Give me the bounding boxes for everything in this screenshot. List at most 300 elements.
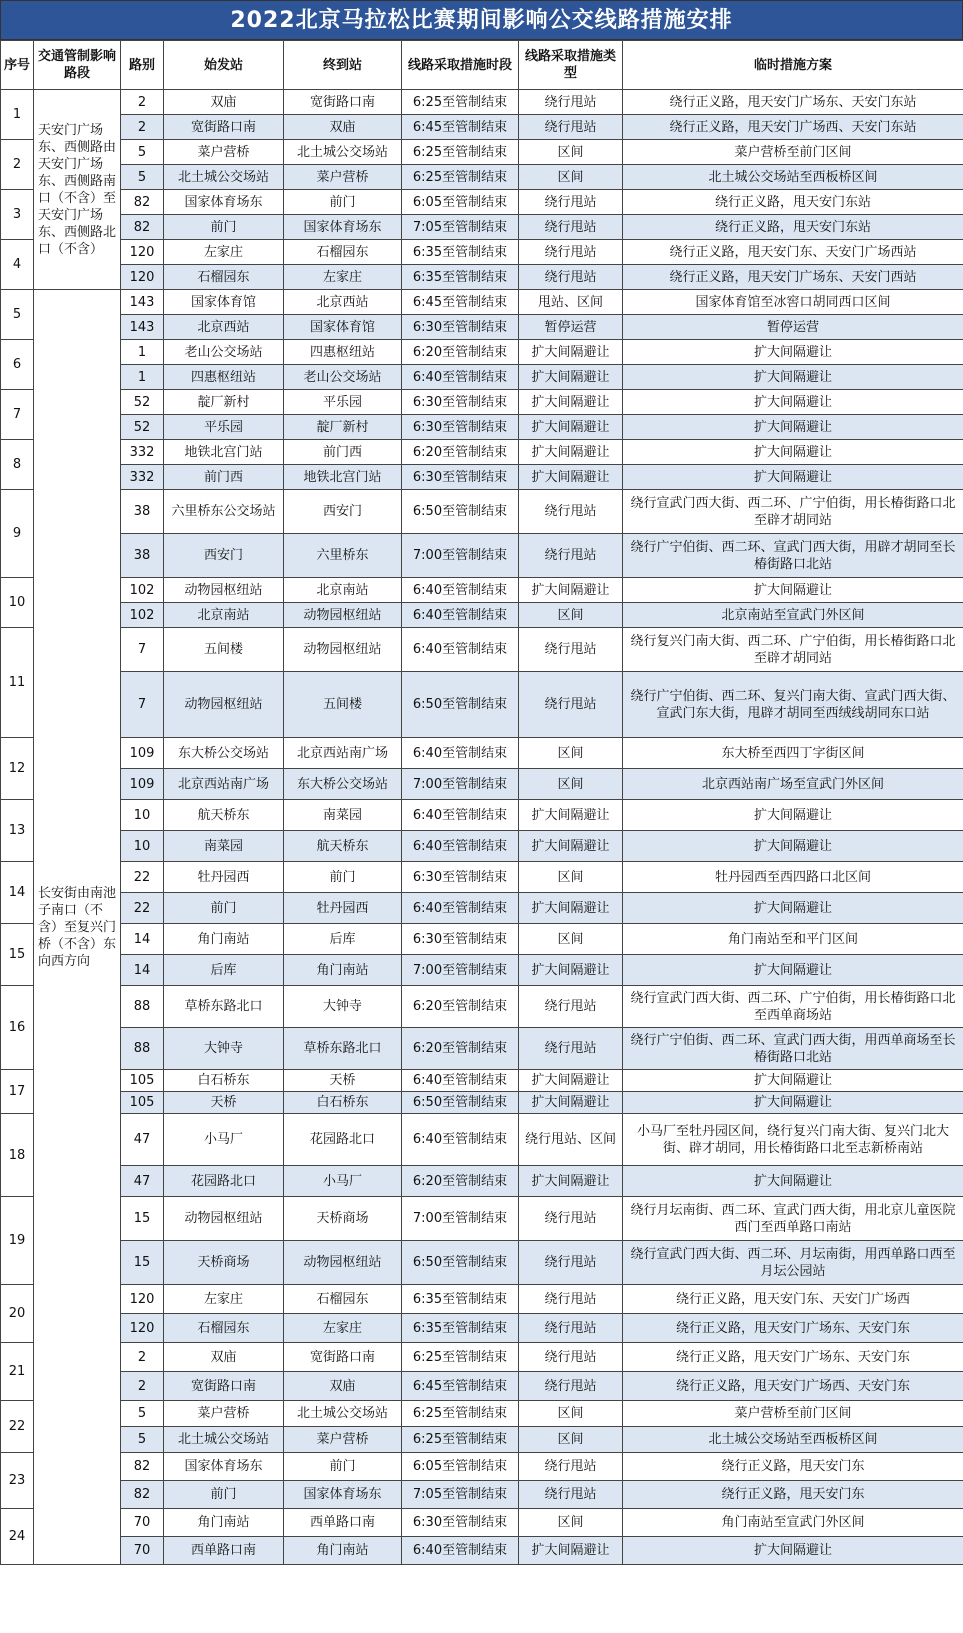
time-cell: 7:00至管制结束 (402, 955, 519, 986)
origin-cell: 老山公交场站 (164, 340, 284, 365)
measure-type-cell: 绕行甩站 (519, 240, 623, 265)
table-row (1, 1453, 963, 1481)
plan-cell: 扩大间隔避让 (623, 800, 963, 831)
measure-type-cell: 绕行甩站 (519, 628, 623, 672)
measure-type-cell: 绕行甩站 (519, 115, 623, 140)
table-row (1, 1070, 963, 1092)
row-number: 10 (1, 578, 34, 628)
time-cell: 6:40至管制结束 (402, 831, 519, 862)
terminal-cell: 小马厂 (284, 1166, 402, 1197)
origin-cell: 宽街路口南 (164, 115, 284, 140)
origin-cell: 草桥东路北口 (164, 986, 284, 1028)
measure-type-cell: 暂停运营 (519, 315, 623, 340)
time-cell: 6:35至管制结束 (402, 1314, 519, 1343)
measure-type-cell: 绕行甩站 (519, 1028, 623, 1070)
route-cell: 120 (121, 1314, 164, 1343)
terminal-cell: 左家庄 (284, 265, 402, 290)
plan-cell: 绕行正义路，甩天安门东、天安门广场西站 (623, 240, 963, 265)
plan-cell: 角门南站至宣武门外区间 (623, 1509, 963, 1537)
plan-cell: 绕行宣武门西大街、西二环、广宁伯街，用长椿街路口北至辟才胡同站 (623, 490, 963, 534)
row-number: 2 (1, 140, 34, 190)
origin-cell: 前门 (164, 215, 284, 240)
table-row (1, 290, 963, 315)
table-row (1, 115, 963, 140)
row-number: 4 (1, 240, 34, 290)
table-row (1, 315, 963, 340)
measure-type-cell: 扩大间隔避让 (519, 440, 623, 465)
origin-cell: 菜户营桥 (164, 140, 284, 165)
route-cell: 102 (121, 603, 164, 628)
origin-cell: 前门 (164, 893, 284, 924)
plan-cell: 菜户营桥至前门区间 (623, 140, 963, 165)
time-cell: 7:00至管制结束 (402, 769, 519, 800)
plan-cell: 北土城公交场站至西板桥区间 (623, 165, 963, 190)
origin-cell: 花园路北口 (164, 1166, 284, 1197)
measure-type-cell: 区间 (519, 140, 623, 165)
origin-cell: 角门南站 (164, 1509, 284, 1537)
time-cell: 6:40至管制结束 (402, 1537, 519, 1565)
route-cell: 5 (121, 140, 164, 165)
row-number: 14 (1, 862, 34, 924)
route-cell: 14 (121, 955, 164, 986)
origin-cell: 西安门 (164, 534, 284, 578)
terminal-cell: 前门 (284, 862, 402, 893)
control-section: 天安门广场东、西侧路由天安门广场东、西侧路南口（不含）至天安门广场东、西侧路北口（不含） (34, 90, 121, 290)
header-section: 交通管制影响路段 (34, 41, 121, 90)
terminal-cell: 动物园枢纽站 (284, 628, 402, 672)
terminal-cell: 六里桥东 (284, 534, 402, 578)
table-row (1, 265, 963, 290)
measure-type-cell: 扩大间隔避让 (519, 578, 623, 603)
origin-cell: 国家体育场东 (164, 1453, 284, 1481)
terminal-cell: 菜户营桥 (284, 165, 402, 190)
table-row (1, 1028, 963, 1070)
route-cell: 52 (121, 415, 164, 440)
route-cell: 120 (121, 240, 164, 265)
route-cell: 332 (121, 440, 164, 465)
table-row (1, 1343, 963, 1372)
origin-cell: 前门西 (164, 465, 284, 490)
route-cell: 2 (121, 90, 164, 115)
table-row (1, 800, 963, 831)
plan-cell: 北京西站南广场至宣武门外区间 (623, 769, 963, 800)
row-number: 18 (1, 1114, 34, 1197)
measure-type-cell: 绕行甩站 (519, 672, 623, 738)
terminal-cell: 靛厂新村 (284, 415, 402, 440)
row-number: 8 (1, 440, 34, 490)
plan-cell: 扩大间隔避让 (623, 578, 963, 603)
origin-cell: 航天桥东 (164, 800, 284, 831)
plan-cell: 暂停运营 (623, 315, 963, 340)
terminal-cell: 国家体育馆 (284, 315, 402, 340)
route-cell: 38 (121, 490, 164, 534)
row-number: 9 (1, 490, 34, 578)
table-row (1, 1114, 963, 1166)
header-plan: 临时措施方案 (623, 41, 963, 90)
route-cell: 109 (121, 738, 164, 769)
time-cell: 7:05至管制结束 (402, 1481, 519, 1509)
measure-type-cell: 绕行甩站 (519, 190, 623, 215)
table-row (1, 628, 963, 672)
measure-type-cell: 区间 (519, 862, 623, 893)
route-cell: 102 (121, 578, 164, 603)
table-row (1, 1372, 963, 1401)
time-cell: 6:20至管制结束 (402, 986, 519, 1028)
terminal-cell: 西安门 (284, 490, 402, 534)
time-cell: 6:50至管制结束 (402, 672, 519, 738)
measure-type-cell: 扩大间隔避让 (519, 340, 623, 365)
plan-cell: 绕行正义路，甩天安门东站 (623, 215, 963, 240)
origin-cell: 天桥商场 (164, 1241, 284, 1285)
table-row (1, 1092, 963, 1114)
plan-cell: 扩大间隔避让 (623, 1166, 963, 1197)
plan-cell: 绕行正义路，甩天安门广场东、天安门西站 (623, 265, 963, 290)
terminal-cell: 菜户营桥 (284, 1427, 402, 1453)
measure-type-cell: 扩大间隔避让 (519, 465, 623, 490)
table-row (1, 1166, 963, 1197)
time-cell: 6:50至管制结束 (402, 490, 519, 534)
terminal-cell: 角门南站 (284, 1537, 402, 1565)
table-row (1, 738, 963, 769)
table-row (1, 893, 963, 924)
time-cell: 7:00至管制结束 (402, 1197, 519, 1241)
plan-cell: 绕行正义路，甩天安门广场东、天安门东 (623, 1314, 963, 1343)
measure-type-cell: 绕行甩站 (519, 1197, 623, 1241)
origin-cell: 六里桥东公交场站 (164, 490, 284, 534)
route-cell: 2 (121, 1372, 164, 1401)
table-row (1, 440, 963, 465)
terminal-cell: 动物园枢纽站 (284, 603, 402, 628)
plan-cell: 扩大间隔避让 (623, 440, 963, 465)
table-row (1, 215, 963, 240)
measure-type-cell: 扩大间隔避让 (519, 800, 623, 831)
plan-cell: 绕行正义路，甩天安门广场东、天安门东 (623, 1343, 963, 1372)
time-cell: 6:35至管制结束 (402, 240, 519, 265)
time-cell: 6:50至管制结束 (402, 1241, 519, 1285)
time-cell: 6:20至管制结束 (402, 340, 519, 365)
table-row (1, 240, 963, 265)
measure-type-cell: 绕行甩站 (519, 534, 623, 578)
route-cell: 22 (121, 862, 164, 893)
origin-cell: 北土城公交场站 (164, 1427, 284, 1453)
terminal-cell: 白石桥东 (284, 1092, 402, 1114)
time-cell: 6:40至管制结束 (402, 738, 519, 769)
route-cell: 143 (121, 290, 164, 315)
table-row (1, 924, 963, 955)
terminal-cell: 草桥东路北口 (284, 1028, 402, 1070)
time-cell: 6:50至管制结束 (402, 1092, 519, 1114)
measure-type-cell: 扩大间隔避让 (519, 893, 623, 924)
route-cell: 47 (121, 1114, 164, 1166)
route-cell: 10 (121, 800, 164, 831)
origin-cell: 动物园枢纽站 (164, 1197, 284, 1241)
route-cell: 82 (121, 190, 164, 215)
measure-type-cell: 绕行甩站 (519, 1314, 623, 1343)
time-cell: 6:40至管制结束 (402, 893, 519, 924)
header-to: 终到站 (284, 41, 402, 90)
route-cell: 105 (121, 1070, 164, 1092)
table-row (1, 190, 963, 215)
measure-type-cell: 绕行甩站 (519, 215, 623, 240)
origin-cell: 白石桥东 (164, 1070, 284, 1092)
measure-type-cell: 区间 (519, 165, 623, 190)
plan-cell: 菜户营桥至前门区间 (623, 1401, 963, 1427)
route-cell: 82 (121, 1481, 164, 1509)
terminal-cell: 动物园枢纽站 (284, 1241, 402, 1285)
header-no: 序号 (1, 41, 34, 90)
table-row (1, 340, 963, 365)
table-row (1, 465, 963, 490)
time-cell: 6:45至管制结束 (402, 1372, 519, 1401)
terminal-cell: 北京西站 (284, 290, 402, 315)
plan-cell: 绕行正义路，甩天安门广场东、天安门东站 (623, 90, 963, 115)
terminal-cell: 五间楼 (284, 672, 402, 738)
plan-cell: 国家体育馆至冰窖口胡同西口区间 (623, 290, 963, 315)
measure-type-cell: 扩大间隔避让 (519, 365, 623, 390)
plan-cell: 绕行广宁伯街、西二环、宣武门西大街，用西单商场至长椿街路口北站 (623, 1028, 963, 1070)
plan-cell: 绕行正义路，甩天安门东站 (623, 190, 963, 215)
row-number: 11 (1, 628, 34, 738)
table-row (1, 1427, 963, 1453)
measure-type-cell: 绕行甩站 (519, 265, 623, 290)
row-number: 22 (1, 1401, 34, 1453)
terminal-cell: 前门西 (284, 440, 402, 465)
row-number: 3 (1, 190, 34, 240)
origin-cell: 五间楼 (164, 628, 284, 672)
terminal-cell: 西单路口南 (284, 1509, 402, 1537)
origin-cell: 靛厂新村 (164, 390, 284, 415)
measure-type-cell: 扩大间隔避让 (519, 1070, 623, 1092)
route-cell: 332 (121, 465, 164, 490)
terminal-cell: 航天桥东 (284, 831, 402, 862)
table-row (1, 534, 963, 578)
plan-cell: 扩大间隔避让 (623, 1092, 963, 1114)
origin-cell: 左家庄 (164, 1285, 284, 1314)
plan-cell: 扩大间隔避让 (623, 1070, 963, 1092)
time-cell: 6:30至管制结束 (402, 415, 519, 440)
plan-cell: 扩大间隔避让 (623, 415, 963, 440)
table-row (1, 1537, 963, 1565)
route-cell: 120 (121, 265, 164, 290)
terminal-cell: 花园路北口 (284, 1114, 402, 1166)
table-row (1, 1401, 963, 1427)
origin-cell: 国家体育馆 (164, 290, 284, 315)
time-cell: 6:25至管制结束 (402, 1343, 519, 1372)
terminal-cell: 四惠枢纽站 (284, 340, 402, 365)
measure-type-cell: 绕行甩站 (519, 1372, 623, 1401)
row-number: 15 (1, 924, 34, 986)
route-cell: 22 (121, 893, 164, 924)
table-row (1, 1314, 963, 1343)
bus-measures-table (0, 40, 963, 1565)
origin-cell: 宽街路口南 (164, 1372, 284, 1401)
origin-cell: 北京西站 (164, 315, 284, 340)
terminal-cell: 石榴园东 (284, 240, 402, 265)
measure-type-cell: 扩大间隔避让 (519, 415, 623, 440)
measure-type-cell: 扩大间隔避让 (519, 1537, 623, 1565)
route-cell: 5 (121, 165, 164, 190)
origin-cell: 双庙 (164, 90, 284, 115)
plan-cell: 绕行月坛南街、西二环、宣武门西大街，用北京儿童医院西门至西单路口南站 (623, 1197, 963, 1241)
origin-cell: 天桥 (164, 1092, 284, 1114)
table-row (1, 1197, 963, 1241)
row-number: 6 (1, 340, 34, 390)
route-cell: 5 (121, 1401, 164, 1427)
route-cell: 1 (121, 340, 164, 365)
route-cell: 38 (121, 534, 164, 578)
route-cell: 82 (121, 215, 164, 240)
terminal-cell: 牡丹园西 (284, 893, 402, 924)
table-row (1, 831, 963, 862)
table-row (1, 390, 963, 415)
plan-cell: 牡丹园西至西四路口北区间 (623, 862, 963, 893)
table-row (1, 165, 963, 190)
terminal-cell: 左家庄 (284, 1314, 402, 1343)
row-number: 20 (1, 1285, 34, 1343)
measure-type-cell: 绕行甩站 (519, 1285, 623, 1314)
terminal-cell: 宽街路口南 (284, 90, 402, 115)
time-cell: 6:20至管制结束 (402, 440, 519, 465)
table-row (1, 140, 963, 165)
plan-cell: 绕行广宁伯街、西二环、复兴门南大街、宣武门西大街、宣武门东大街，甩辟才胡同至西绒线胡同东口站 (623, 672, 963, 738)
route-cell: 143 (121, 315, 164, 340)
measure-type-cell: 区间 (519, 924, 623, 955)
route-cell: 82 (121, 1453, 164, 1481)
terminal-cell: 角门南站 (284, 955, 402, 986)
terminal-cell: 老山公交场站 (284, 365, 402, 390)
measure-type-cell: 区间 (519, 603, 623, 628)
plan-cell: 扩大间隔避让 (623, 831, 963, 862)
time-cell: 6:20至管制结束 (402, 1028, 519, 1070)
time-cell: 6:40至管制结束 (402, 603, 519, 628)
table-row (1, 1285, 963, 1314)
row-number: 1 (1, 90, 34, 140)
time-cell: 6:25至管制结束 (402, 165, 519, 190)
terminal-cell: 地铁北宫门站 (284, 465, 402, 490)
table-row (1, 603, 963, 628)
measure-type-cell: 绕行甩站 (519, 90, 623, 115)
measure-type-cell: 区间 (519, 738, 623, 769)
terminal-cell: 天桥 (284, 1070, 402, 1092)
measure-type-cell: 绕行甩站 (519, 1241, 623, 1285)
row-number: 17 (1, 1070, 34, 1114)
terminal-cell: 北京南站 (284, 578, 402, 603)
measure-type-cell: 绕行甩站、区间 (519, 1114, 623, 1166)
origin-cell: 四惠枢纽站 (164, 365, 284, 390)
origin-cell: 前门 (164, 1481, 284, 1509)
terminal-cell: 南菜园 (284, 800, 402, 831)
time-cell: 7:05至管制结束 (402, 215, 519, 240)
origin-cell: 动物园枢纽站 (164, 672, 284, 738)
row-number: 13 (1, 800, 34, 862)
measure-type-cell: 扩大间隔避让 (519, 831, 623, 862)
terminal-cell: 北土城公交场站 (284, 1401, 402, 1427)
plan-cell: 扩大间隔避让 (623, 340, 963, 365)
table-row (1, 365, 963, 390)
time-cell: 6:30至管制结束 (402, 862, 519, 893)
terminal-cell: 平乐园 (284, 390, 402, 415)
origin-cell: 西单路口南 (164, 1537, 284, 1565)
plan-cell: 扩大间隔避让 (623, 1537, 963, 1565)
route-cell: 109 (121, 769, 164, 800)
route-cell: 47 (121, 1166, 164, 1197)
origin-cell: 小马厂 (164, 1114, 284, 1166)
time-cell: 6:25至管制结束 (402, 1401, 519, 1427)
table-row (1, 1481, 963, 1509)
origin-cell: 角门南站 (164, 924, 284, 955)
origin-cell: 国家体育场东 (164, 190, 284, 215)
terminal-cell: 双庙 (284, 115, 402, 140)
measure-type-cell: 区间 (519, 1509, 623, 1537)
row-number: 12 (1, 738, 34, 800)
terminal-cell: 国家体育场东 (284, 1481, 402, 1509)
plan-cell: 扩大间隔避让 (623, 893, 963, 924)
origin-cell: 石榴园东 (164, 265, 284, 290)
row-number: 24 (1, 1509, 34, 1565)
terminal-cell: 双庙 (284, 1372, 402, 1401)
measure-type-cell: 扩大间隔避让 (519, 1166, 623, 1197)
table-row (1, 986, 963, 1028)
time-cell: 6:20至管制结束 (402, 1166, 519, 1197)
time-cell: 6:40至管制结束 (402, 1070, 519, 1092)
time-cell: 6:40至管制结束 (402, 800, 519, 831)
time-cell: 6:35至管制结束 (402, 265, 519, 290)
origin-cell: 南菜园 (164, 831, 284, 862)
time-cell: 6:25至管制结束 (402, 1427, 519, 1453)
origin-cell: 平乐园 (164, 415, 284, 440)
terminal-cell: 国家体育场东 (284, 215, 402, 240)
origin-cell: 左家庄 (164, 240, 284, 265)
plan-cell: 扩大间隔避让 (623, 955, 963, 986)
row-number: 7 (1, 390, 34, 440)
time-cell: 6:25至管制结束 (402, 140, 519, 165)
table-row (1, 955, 963, 986)
table-row (1, 1241, 963, 1285)
plan-cell: 绕行正义路，甩天安门广场西、天安门东站 (623, 115, 963, 140)
measure-type-cell: 甩站、区间 (519, 290, 623, 315)
row-number: 5 (1, 290, 34, 340)
measure-type-cell: 绕行甩站 (519, 1481, 623, 1509)
plan-cell: 东大桥至西四丁字街区间 (623, 738, 963, 769)
terminal-cell: 前门 (284, 190, 402, 215)
header-time: 线路采取措施时段 (402, 41, 519, 90)
measure-type-cell: 绕行甩站 (519, 490, 623, 534)
route-cell: 7 (121, 628, 164, 672)
route-cell: 88 (121, 986, 164, 1028)
table-row (1, 1509, 963, 1537)
route-cell: 52 (121, 390, 164, 415)
origin-cell: 大钟寺 (164, 1028, 284, 1070)
route-cell: 70 (121, 1509, 164, 1537)
measure-type-cell: 区间 (519, 1401, 623, 1427)
origin-cell: 北京南站 (164, 603, 284, 628)
measure-type-cell: 区间 (519, 1427, 623, 1453)
measure-type-cell: 绕行甩站 (519, 1343, 623, 1372)
measure-type-cell: 扩大间隔避让 (519, 390, 623, 415)
table-row (1, 769, 963, 800)
time-cell: 6:40至管制结束 (402, 628, 519, 672)
plan-cell: 绕行宣武门西大街、西二环、月坛南街，用西单路口西至月坛公园站 (623, 1241, 963, 1285)
route-cell: 120 (121, 1285, 164, 1314)
time-cell: 6:05至管制结束 (402, 1453, 519, 1481)
table-row (1, 862, 963, 893)
route-cell: 15 (121, 1197, 164, 1241)
row-number: 23 (1, 1453, 34, 1509)
measure-type-cell: 扩大间隔避让 (519, 1092, 623, 1114)
route-cell: 2 (121, 115, 164, 140)
plan-cell: 扩大间隔避让 (623, 465, 963, 490)
plan-cell: 扩大间隔避让 (623, 365, 963, 390)
